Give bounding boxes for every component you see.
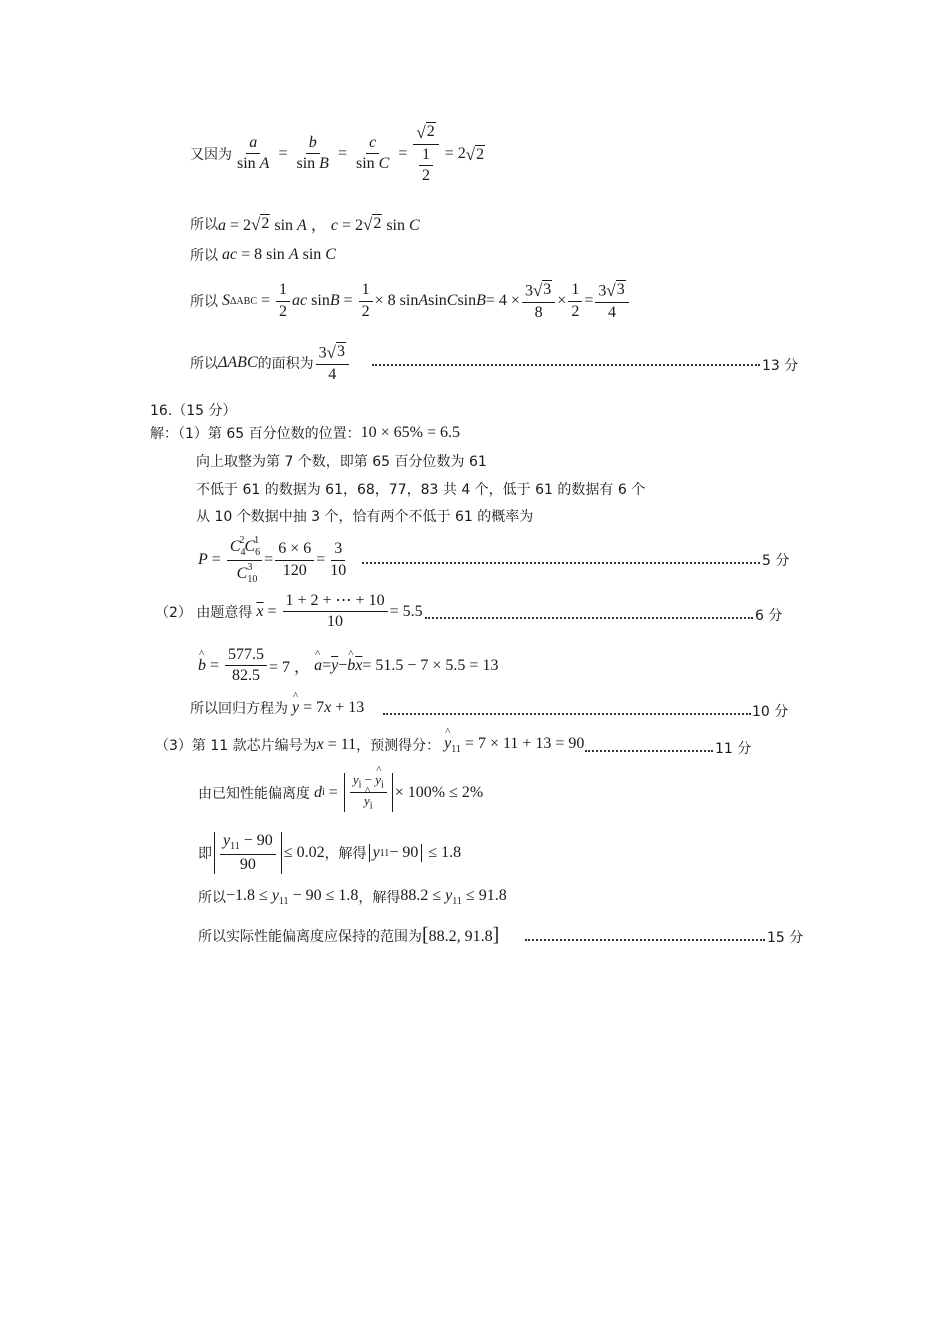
formula-range-1: $-1.8 \le y_{11} - 90 \le 1.8$: [226, 887, 359, 908]
formula-ac: ac = 8 sin A sin C: [222, 246, 336, 263]
part3-mid: ，预测得分：: [356, 738, 441, 755]
area-value: 3 √ 3 4: [314, 342, 351, 384]
line-prefix: 所以: [198, 890, 226, 907]
a-c-expression-line: [190, 212, 420, 235]
leader-dots: [425, 615, 753, 619]
triangle-name: ΔABC: [218, 354, 258, 372]
formula-x-11: x = 11: [316, 736, 357, 754]
part1-prefix: 解：（1）第 65 百分位数的位置：: [150, 426, 361, 442]
line-prefix: 又因为: [190, 146, 232, 163]
question-16-header: [150, 400, 237, 420]
line-text: 的面积为: [257, 356, 314, 373]
leader-dots: [383, 711, 751, 715]
jiede-text-2: ，解得: [358, 890, 401, 907]
leader-dots: [585, 748, 713, 752]
part3-prediction-line: [155, 735, 584, 755]
area-formula-line: [190, 280, 631, 322]
line-prefix: 所以回归方程为: [190, 701, 288, 717]
ji-prefix: 即: [198, 846, 212, 863]
probability-formula-line: [198, 535, 351, 585]
score-11: 11 分: [715, 741, 752, 757]
line-prefix: 所以: [190, 216, 218, 233]
leader-dots: [372, 362, 760, 366]
part3-prefix: （3）第 11 款芯片编号为: [155, 738, 317, 755]
final-prefix: 所以实际性能偏离度应保持的范围为: [198, 928, 422, 945]
part1-line3: 不低于 61 的数据为 61，68，77，83 共 4 个，低于 61 的数据有 6 个: [196, 482, 646, 498]
formula-abs-bound: y 11 − 90 ≤ 1.8: [367, 844, 462, 862]
score-13: 13 分: [762, 358, 799, 374]
score-5: 5 分: [762, 553, 790, 569]
formula-deviation: d i = $y_i$ − ^ $y_i$ ^ $y_i$ × 100% ≤ 2%: [310, 773, 483, 812]
formula-a-c: a = 2 √ 2 sin A ， c = 2 √ 2 sin C: [218, 215, 420, 234]
formula-probability: P = $\frac{C_4^2C_6^1}{C_{10}^3}$ = $\frac{6 \times 6}{120}$ = $\frac{3}{10}$: [198, 535, 347, 585]
score-15: 15 分: [767, 930, 804, 946]
part1-line4: 从 10 个数据中抽 3 个，恰有两个不低于 61 的概率为: [196, 509, 534, 525]
percentile-expression: 10 × 65% = 6.5: [360, 424, 460, 441]
formula-coefficients: ^ b = $\frac{577.5}{82.5}$ = 7 ， ^ a = $\overline{y}$ − ^ b $\overline{x}$ = 51.5 − 7 × 5.5 = 13: [198, 646, 498, 686]
area-result-line: [190, 342, 351, 384]
leader-dots: [525, 937, 765, 941]
dev-prefix: 由已知性能偏离度: [198, 785, 310, 802]
line-prefix: 所以: [190, 248, 218, 264]
final-range-line: [198, 924, 499, 947]
inequality-line: [198, 832, 461, 874]
score-6: 6 分: [755, 608, 783, 624]
formula-y-11: ^ $y_{11} = 7 \times 11 + 13 = 90$: [440, 735, 584, 755]
regression-equation-line: [190, 698, 364, 718]
score-10: 10 分: [752, 704, 789, 720]
line-prefix: 所以: [190, 294, 218, 311]
formula-mean-x: $\overline{x}$ = $\frac{1 + 2 + \cdots + 10}{10}$ = 5.5: [256, 592, 423, 631]
range-line: [198, 887, 507, 907]
formula-inequality: $\frac{y_{11} - 90}{90}$ ≤ 0.02: [212, 832, 325, 874]
part1-percentile-line: [150, 423, 460, 443]
question-number: 16.（15 分）: [150, 403, 237, 419]
deviation-definition-line: [198, 773, 483, 812]
part2-mean-line: [155, 592, 423, 632]
formula-area: S ΔABC = $\frac{1}{2}$ ac sin B = $\frac{1}{2}$ × 8 sin A sin C sin B = 4 × 3 √ 3 8 × $\frac{1}{2}$ = 3 √ 3 4: [218, 280, 631, 322]
formula-range-2: $88.2 \le y_{11} \le 91.8$: [400, 887, 507, 908]
ac-product-line: [190, 245, 336, 265]
part2-prefix: （2） 由题意得: [155, 604, 253, 621]
part1-line2: 向上取整为第 7 个数，即第 65 百分位数为 61: [196, 454, 487, 470]
jiede-text: ，解得: [324, 846, 367, 863]
law-of-sines-line: [190, 122, 485, 186]
formula-law-of-sines: $\frac{a}{\text{sin A}}$ = $\frac{b}{\text{sin B}}$ = $\frac{c}{\text{sin C}}$ = √ 2 $\frac{1}{2}$ = 2 √ 2: [237, 122, 485, 185]
line-prefix: 所以: [190, 356, 218, 373]
formula-final-interval: [88.2, 91.8]: [422, 924, 500, 946]
regression-coefficients-line: [198, 646, 498, 686]
leader-dots: [362, 560, 760, 564]
formula-regression: ^ y = 7x + 13: [288, 699, 364, 717]
